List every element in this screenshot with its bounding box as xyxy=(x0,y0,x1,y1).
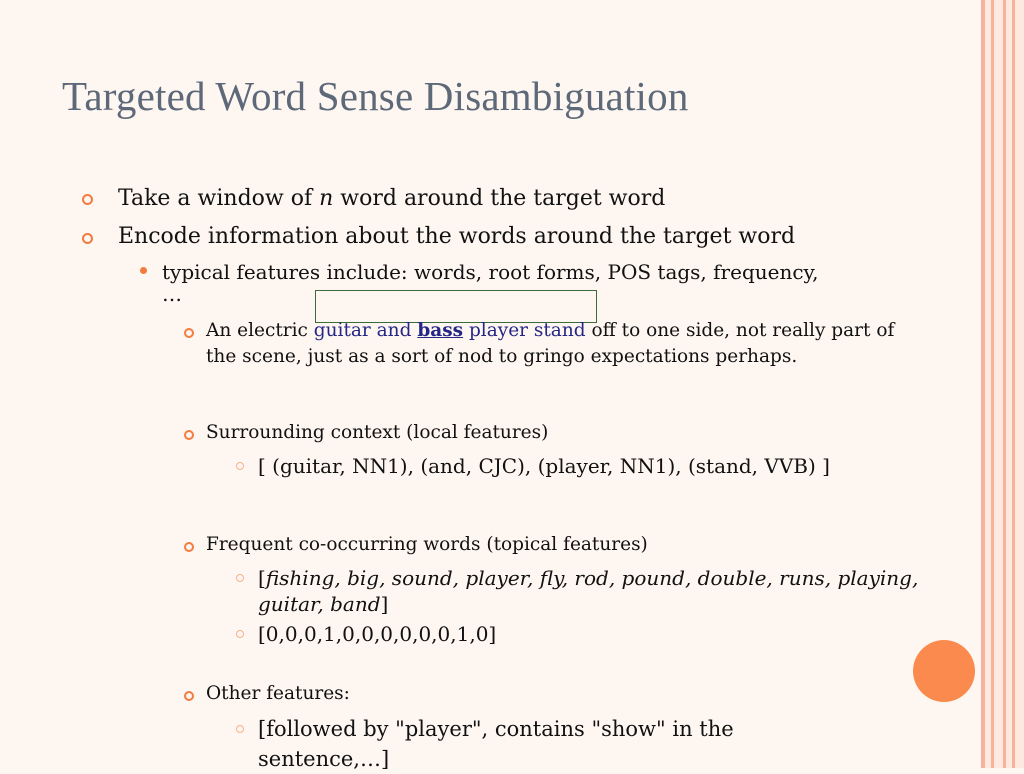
bullet-ring-icon xyxy=(82,233,93,244)
topical-words: [fishing, big, sound, player, fly, rod, pound, double, runs, playing, guitar, band] xyxy=(258,566,919,616)
bullet-ring-icon xyxy=(82,194,93,205)
other-features-value: [followed by "player", contains "show" in the sentence,…] xyxy=(258,717,734,771)
border-stripe xyxy=(994,0,1003,768)
bullet-ring-icon xyxy=(184,430,194,440)
border-stripe xyxy=(1015,0,1024,768)
bullet-ring-icon xyxy=(184,542,194,552)
bullet-ring-icon xyxy=(236,630,244,638)
bullet-dot-icon xyxy=(140,267,147,274)
local-features-value: [ (guitar, NN1), (and, CJC), (player, NN1), (stand, VVB) ] xyxy=(258,454,830,478)
bullet-ring-icon xyxy=(184,328,194,338)
example-sentence: An electric guitar and bass player stand off to one side, not really part of the scene, just as a sort of nod to gringo expectations perhaps. xyxy=(206,320,895,367)
bullet-ring-icon xyxy=(236,574,244,582)
topical-features-heading: Frequent co-occurring words (topical features) xyxy=(206,534,648,555)
bullet-ring-icon xyxy=(236,725,244,733)
bullet-encode: Encode information about the words around the target word xyxy=(118,224,796,249)
local-features-heading: Surrounding context (local features) xyxy=(206,422,549,443)
decorative-circle xyxy=(913,640,975,702)
bullet-ring-icon xyxy=(236,462,244,470)
features-line-1: typical features include: words, root forms, POS tags, frequency, xyxy=(162,260,819,284)
bullet-ring-icon xyxy=(184,691,194,701)
slide-title: Targeted Word Sense Disambiguation xyxy=(62,73,689,119)
other-features-heading: Other features: xyxy=(206,683,350,704)
bullet-window: Take a window of n word around the target word xyxy=(118,186,666,211)
target-word: bass xyxy=(417,320,464,341)
topical-vector: [0,0,0,1,0,0,0,0,0,0,1,0] xyxy=(258,622,497,646)
features-line-2: … xyxy=(162,282,182,306)
